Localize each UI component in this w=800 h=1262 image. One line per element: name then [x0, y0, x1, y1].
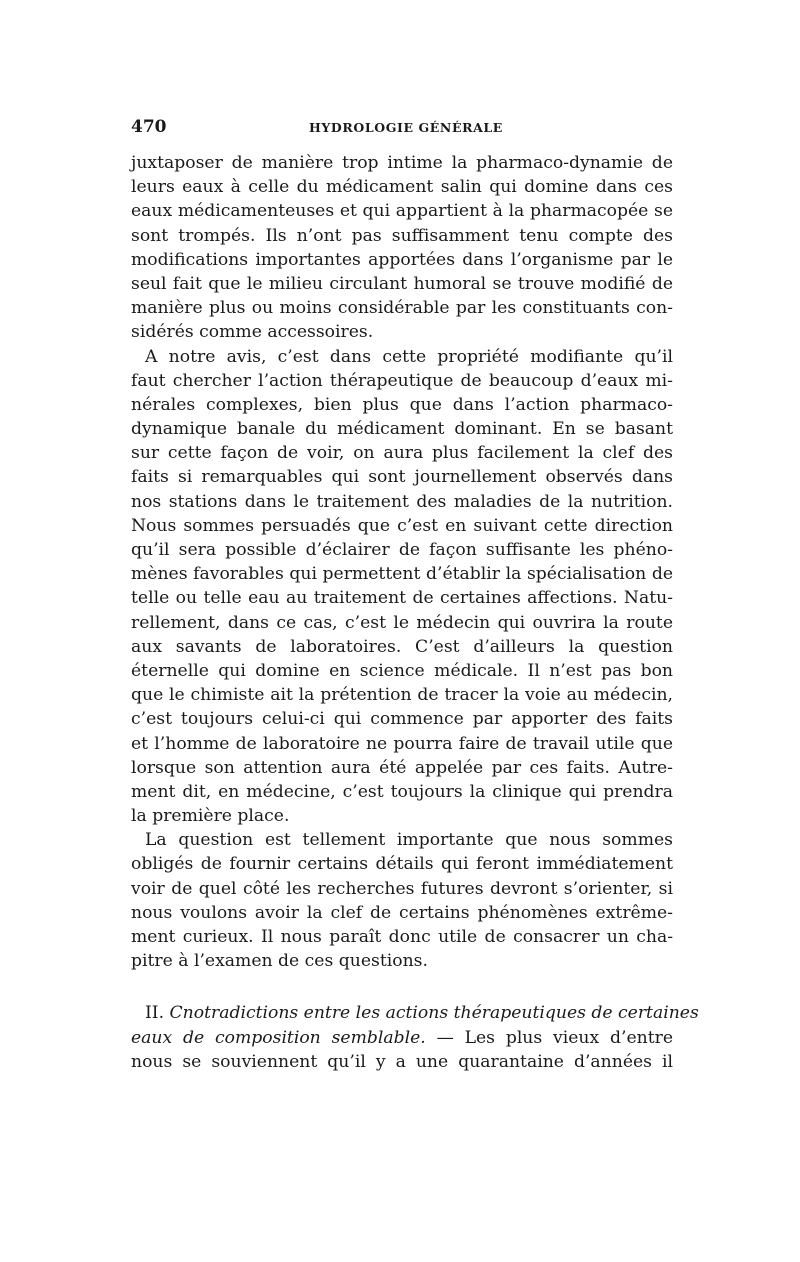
- text-line: manière plus ou moins considérable par les constituants con-: [131, 298, 673, 319]
- text-line: c’est toujours celui-ci qui commence par apporter des faits: [131, 709, 673, 730]
- text-line: nous se souviennent qu’il y a une quarantaine d’années il: [131, 1051, 673, 1072]
- page-header: [131, 117, 673, 141]
- text-line: et l’homme de laboratoire ne pourra faire de travail utile que: [131, 733, 673, 754]
- text-line: nous voulons avoir la clef de certains phénomènes extrême-: [131, 902, 673, 923]
- text-line: voir de quel côté les recherches futures devront s’orienter, si: [131, 878, 673, 899]
- section-gap: [131, 973, 673, 1001]
- paragraph-3: [131, 828, 673, 973]
- text-line: obligés de fournir certains détails qui feront immédiatement: [131, 854, 673, 875]
- text-line: telle ou telle eau au traitement de certaines affections. Natu-: [131, 588, 673, 609]
- text-line: faut chercher l’action thérapeutique de beaucoup d’eaux mi-: [131, 370, 673, 391]
- text-line: eaux médicamenteuses et qui appartient à la pharmacopée se: [131, 201, 673, 222]
- text-line: éternelle qui domine en science médicale. Il n’est pas bon: [131, 660, 673, 681]
- text-line: A notre avis, c’est dans cette propriété modifiante qu’il: [145, 346, 673, 367]
- text-line: ment dit, en médecine, c’est toujours la clinique qui prendra: [131, 781, 673, 802]
- text-line: la première place.: [131, 806, 290, 827]
- text-line: La question est tellement importante que nous sommes: [145, 830, 673, 851]
- paragraph-2: [131, 345, 673, 829]
- text-line: sont trompés. Ils n’ont pas suffisamment tenu compte des: [131, 225, 673, 246]
- text-line: dynamique banale du médicament dominant. En se basant: [131, 419, 673, 440]
- text-line: lorsque son attention aura été appelée par ces faits. Autre-: [131, 757, 673, 778]
- running-head: HYDROLOGIE GÉNÉRALE: [309, 120, 503, 135]
- body-text: [131, 151, 699, 1074]
- text-line: faits si remarquables qui sont journellement observés dans: [131, 467, 673, 488]
- section-heading-line: [131, 1026, 673, 1050]
- section-title: Cnotradictions entre les actions thérapeutiques de certaines: [169, 1003, 699, 1024]
- text-line: rellement, dans ce cas, c’est le médecin qui ouvrira la route: [131, 612, 673, 633]
- text-line: aux savants de laboratoires. C’est d’ailleurs la question: [131, 636, 673, 657]
- text-line: nérales complexes, bien plus que dans l’action pharmaco-: [131, 394, 673, 415]
- text-line: modifications importantes apportées dans l’organisme par le: [131, 249, 673, 270]
- text-line: ment curieux. Il nous paraît donc utile de consacrer un cha-: [131, 927, 673, 947]
- text-line: nos stations dans le traitement des maladies de la nutrition.: [131, 491, 673, 512]
- text-line: mènes favorables qui permettent d’établir la spécialisation de: [131, 564, 673, 585]
- text-line: sidérés comme accessoires.: [131, 322, 374, 343]
- section-2: [131, 1001, 699, 1074]
- text-line: pitre à l’examen de ces questions.: [131, 951, 428, 972]
- section-text: — Les plus vieux d’entre: [436, 1027, 673, 1048]
- page-number: 470: [131, 117, 167, 137]
- section-heading-line: [131, 1001, 699, 1025]
- text-line: sur cette façon de voir, on aura plus facilement la clef des: [131, 443, 673, 464]
- text-line: juxtaposer de manière trop intime la pharmaco-dynamie de: [131, 153, 673, 173]
- paragraph-1: [131, 151, 673, 345]
- section-title-continued: eaux de composition semblable.: [131, 1027, 426, 1048]
- text-line: qu’il sera possible d’éclairer de façon suffisante les phéno-: [131, 540, 673, 560]
- text-line: seul fait que le milieu circulant humoral se trouve modifié de: [131, 273, 673, 294]
- text-line: que le chimiste ait la prétention de tracer la voie au médecin,: [131, 685, 673, 706]
- text-line: Nous sommes persuadés que c’est en suivant cette direction: [131, 515, 673, 536]
- section-number: II.: [145, 1003, 165, 1024]
- text-line: leurs eaux à celle du médicament salin qui domine dans ces: [131, 177, 673, 198]
